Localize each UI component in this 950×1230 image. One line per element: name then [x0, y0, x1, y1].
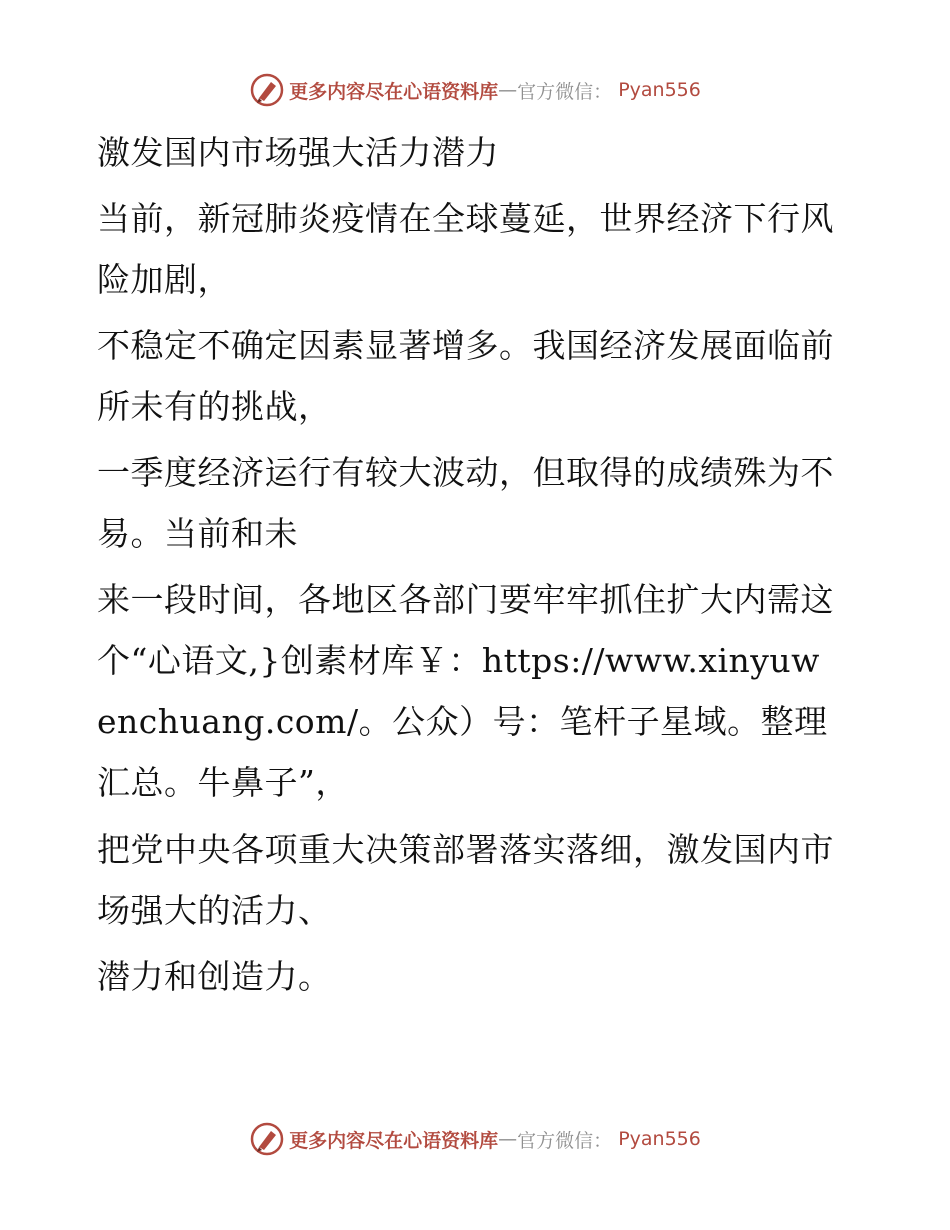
paragraph: 把党中央各项重大决策部署落实落细，激发国内市场强大的活力、: [97, 829, 834, 930]
banner-wechat-label: 官方微信：: [517, 1129, 613, 1152]
banner-dash: —: [498, 1128, 518, 1150]
banner-wechat-label: 官方微信：: [517, 80, 613, 103]
banner-wechat-id: Pyan556: [618, 1128, 701, 1150]
paragraph: 一季度经济运行有较大波动，但取得的成绩殊为不易。当前和未: [97, 453, 834, 554]
paragraph: 不稳定不确定因素显著增多。我国经济发展面临前所未有的挑战，: [97, 326, 834, 427]
paragraph: 潜力和创造力。: [97, 956, 332, 996]
pen-in-circle-icon: [249, 72, 285, 108]
banner-wechat-id: Pyan556: [618, 79, 701, 101]
banner-main-text: 更多内容尽在心语资料库: [289, 80, 499, 103]
banner-main-text: 更多内容尽在心语资料库: [289, 1129, 499, 1152]
document-title: 激发国内市场强大活力潜力: [97, 133, 499, 172]
paragraph: 当前，新冠肺炎疫情在全球蔓延，世界经济下行风险加剧，: [97, 199, 834, 300]
paragraph: 来一段时间，各地区各部门要牢牢抓住扩大内需这个“心语文,}创素材库￥：https://www.xinyuwenchuang.com/。公众）号：笔杆子星域。整理汇总。牛鼻子”，: [97, 580, 834, 803]
header-banner: [0, 70, 950, 110]
footer-banner: [0, 1119, 950, 1159]
banner-dash: —: [498, 79, 518, 101]
document-body: [97, 122, 837, 1012]
pen-in-circle-icon: [249, 1121, 285, 1157]
